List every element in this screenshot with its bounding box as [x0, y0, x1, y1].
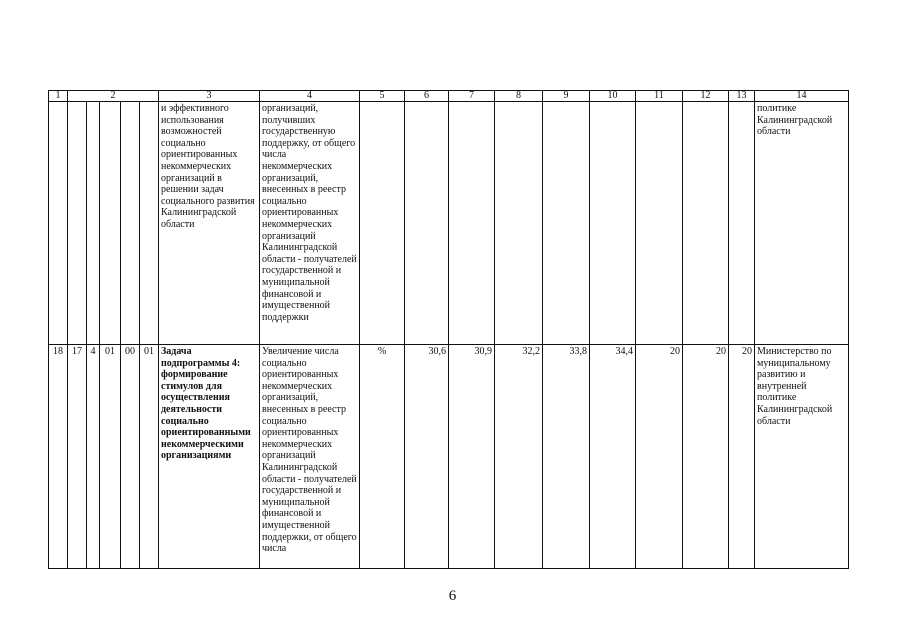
page-number: 6 — [448, 588, 457, 604]
cell-empty — [543, 102, 590, 345]
responsible-text: Министерство по муниципальному развитию и внутренней политике Калининградской области — [755, 345, 849, 569]
header-col-3: 3 — [159, 91, 260, 102]
header-col-6: 6 — [405, 91, 449, 102]
cell-empty — [360, 102, 405, 345]
value-cell: 32,2 — [495, 345, 543, 569]
cell-empty — [49, 102, 68, 345]
table-row — [49, 102, 849, 345]
value-cell: 20 — [636, 345, 683, 569]
cell-empty — [100, 102, 121, 345]
header-col-8: 8 — [495, 91, 543, 102]
cell-empty — [729, 102, 755, 345]
cell-empty — [683, 102, 729, 345]
unit-cell: % — [360, 345, 405, 569]
code-cell: 4 — [87, 345, 100, 569]
code-cell: 01 — [100, 345, 121, 569]
code-cell: 01 — [140, 345, 159, 569]
indicator-text: Увеличение числа социально ориентированных некоммерческих организаций, внесенных в реестр социально ориентированных некоммерческих организаций Калининградской области - получателей государственной и муниципальной финансовой и имущественной поддержки, от общего числа — [260, 345, 360, 569]
value-cell: 30,9 — [449, 345, 495, 569]
code-cell: 00 — [121, 345, 140, 569]
header-col-9: 9 — [543, 91, 590, 102]
cell-empty — [405, 102, 449, 345]
header-col-10: 10 — [590, 91, 636, 102]
cell-empty — [68, 102, 87, 345]
value-cell: 30,6 — [405, 345, 449, 569]
cell-empty — [636, 102, 683, 345]
value-cell: 34,4 — [590, 345, 636, 569]
header-col-2: 2 — [68, 91, 159, 102]
header-col-11: 11 — [636, 91, 683, 102]
value-cell: 20 — [729, 345, 755, 569]
cell-empty — [121, 102, 140, 345]
header-col-12: 12 — [683, 91, 729, 102]
task-text: Задача подпрограммы 4: формирование стимулов для осуществления деятельности социально ориентированными некоммерческими организациями — [159, 345, 260, 569]
responsible-text: политике Калининградской области — [755, 102, 849, 345]
cell-empty — [140, 102, 159, 345]
indicator-text: организаций, получивших государственную поддержку, от общего числа некоммерческих организаций, внесенных в реестр социально ориентированных некоммерческих организаций Калининградской области - получателей государственной и муниципальной финансовой и имущественной поддержки — [260, 102, 360, 345]
goal-text: и эффективного использования возможностей социально ориентированных некоммерческих организаций в решении задач социального развития Калининградской области — [159, 102, 260, 345]
indicators-table — [48, 90, 849, 569]
value-cell: 20 — [683, 345, 729, 569]
code-cell: 18 — [49, 345, 68, 569]
header-col-14: 14 — [755, 91, 849, 102]
header-col-1: 1 — [49, 91, 68, 102]
cell-empty — [495, 102, 543, 345]
header-col-13: 13 — [729, 91, 755, 102]
header-col-5: 5 — [360, 91, 405, 102]
value-cell: 33,8 — [543, 345, 590, 569]
header-col-4: 4 — [260, 91, 360, 102]
header-row — [49, 91, 849, 102]
table-row — [49, 345, 849, 569]
header-col-7: 7 — [449, 91, 495, 102]
cell-empty — [590, 102, 636, 345]
cell-empty — [87, 102, 100, 345]
code-cell: 17 — [68, 345, 87, 569]
cell-empty — [449, 102, 495, 345]
